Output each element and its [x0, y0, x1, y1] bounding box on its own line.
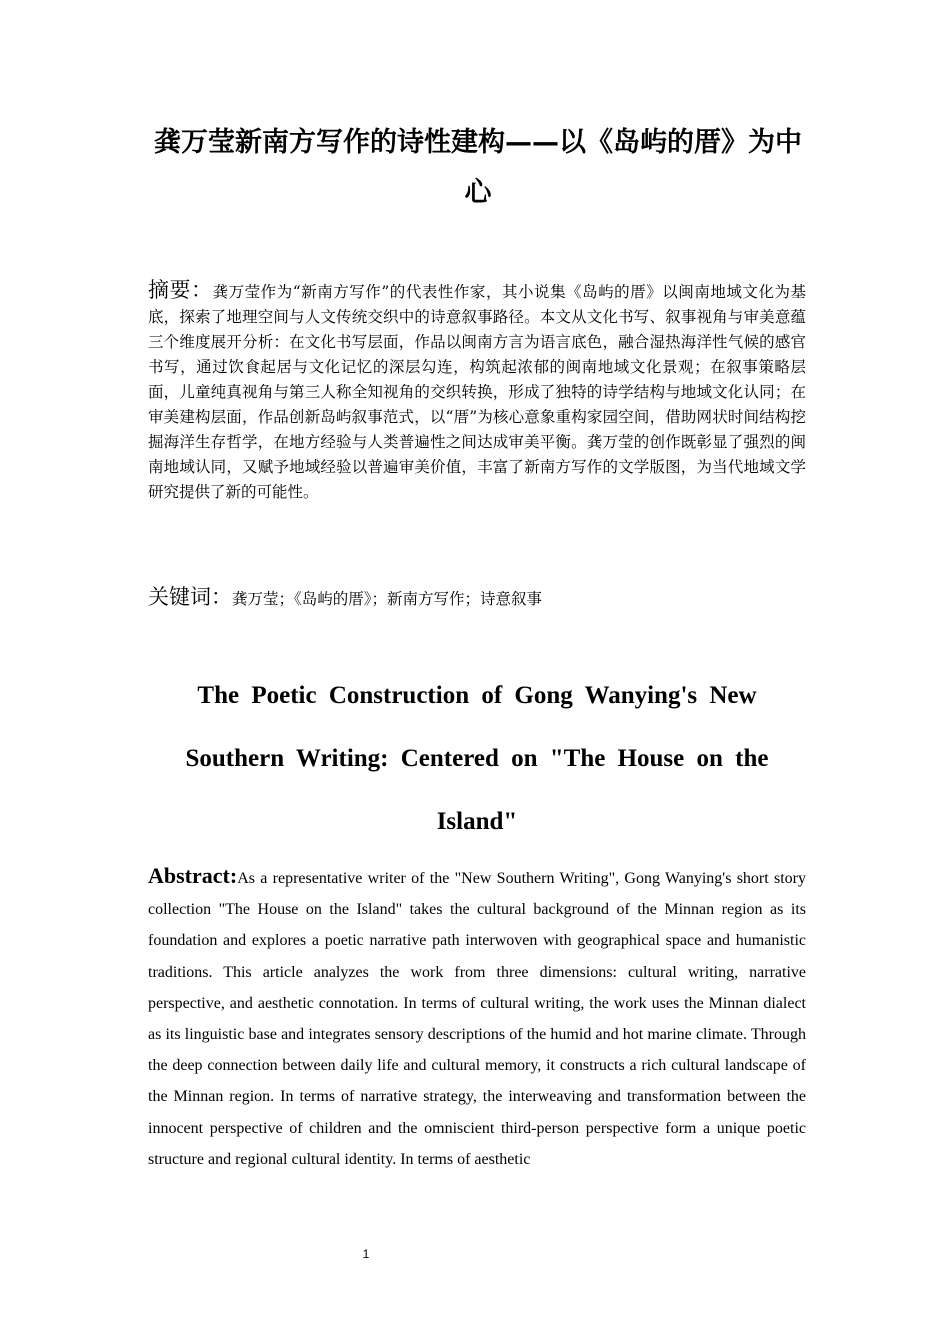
english-title: The Poetic Construction of Gong Wanying's New Southern Writing: Centered on "The House on the Island" — [185, 682, 769, 835]
chinese-abstract-text: 龚万莹作为“新南方写作”的代表性作家，其小说集《岛屿的厝》以闽南地域文化为基底，探索了地理空间与人文传统交织中的诗意叙事路径。本文从文化书写、叙事视角与审美意蕴三个维度展开分析：在文化书写层面，作品以闽南方言为语言底色，融合湿热海洋性气候的感官书写，通过饮食起居与文化记忆的深层勾连，构筑起浓郁的闽南地域文化景观；在叙事策略层面，儿童纯真视角与第三人称全知视角的交织转换，形成了独特的诗学结构与地域文化认同；在审美建构层面，作品创新岛屿叙事范式，以“厝”为核心意象重构家园空间，借助网状时间结构挖掘海洋生存哲学，在地方经验与人类普遍性之间达成审美平衡。龚万莹的创作既彰显了强烈的闽南地域认同，又赋予地域经验以普遍审美价值，丰富了新南方写作的文学版图，为当代地域文学研究提供了新的可能性。 — [148, 283, 806, 501]
chinese-keywords-label: 关键词： — [148, 585, 232, 609]
chinese-abstract-label: 摘要： — [148, 278, 213, 302]
chinese-abstract — [148, 278, 806, 505]
english-abstract — [148, 860, 806, 1175]
english-abstract-text: As a representative writer of the "New Southern Writing", Gong Wanying's short story collection "The House on the Island" takes the cultural background of the Minnan region as its foundation and explores a poetic narrative path interwoven with geographical space and humanistic traditions. This article analyzes the work from three dimensions: cultural writing, narrative perspective, and aesthetic connotation. In terms of cultural writing, the work uses the Minnan dialect as its linguistic base and integrates sensory descriptions of the humid and hot marine climate. Through the deep connection between daily life and cultural memory, it constructs a rich cultural landscape of the Minnan region. In terms of narrative strategy, the interweaving and transformation between the innocent perspective of children and the omniscient third-person perspective form a unique poetic structure and regional cultural identity. In terms of aesthetic — [148, 870, 806, 1168]
chinese-keywords-text: 龚万莹；《岛屿的厝》；新南方写作；诗意叙事 — [232, 590, 543, 608]
page-number: 1 — [362, 1247, 370, 1261]
english-abstract-label: Abstract: — [148, 863, 238, 888]
chinese-title: 龚万莹新南方写作的诗性建构——以《岛屿的厝》为中心 — [154, 127, 802, 208]
chinese-keywords — [148, 582, 806, 614]
